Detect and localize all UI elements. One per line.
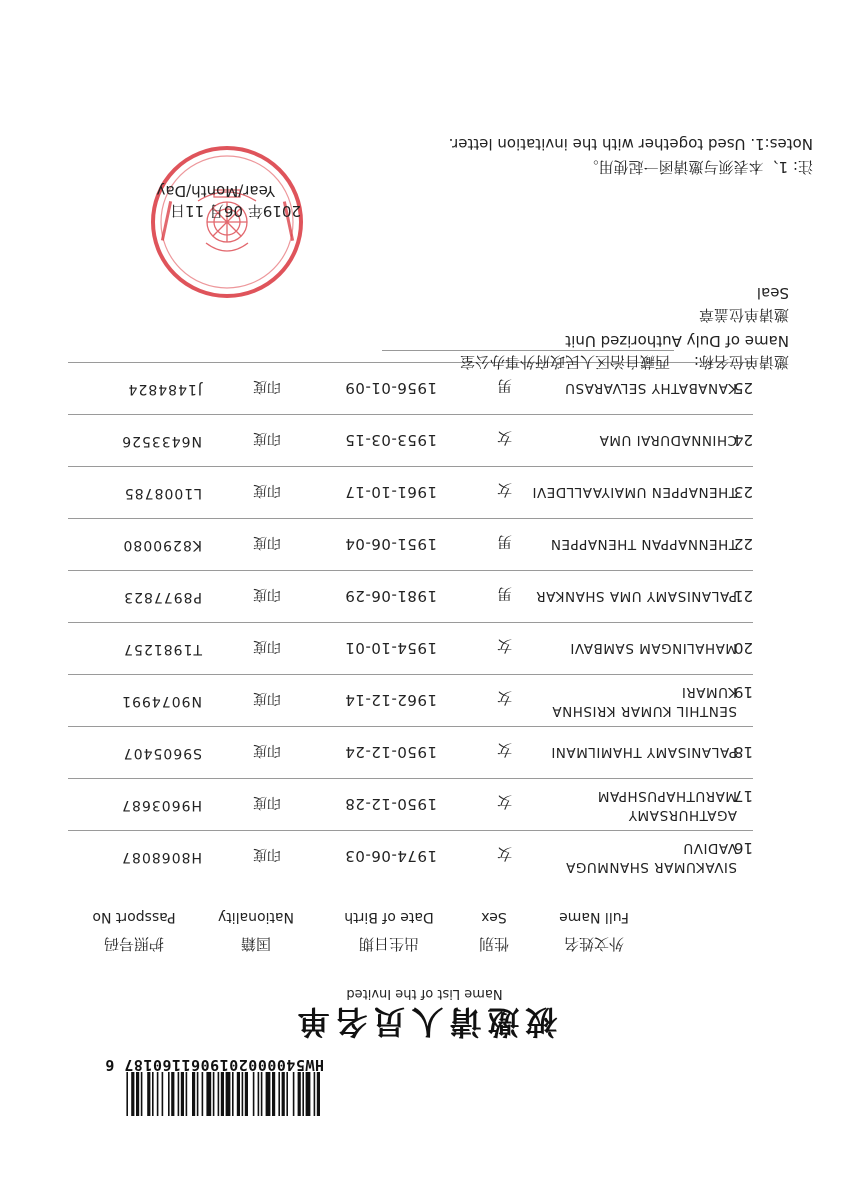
row-nationality: 印度 bbox=[253, 846, 281, 862]
row-number: 18 bbox=[733, 743, 753, 761]
row-date-of-birth: 1950-12-24 bbox=[344, 743, 437, 761]
row-nationality: 印度 bbox=[253, 586, 281, 602]
row-nationality: 印度 bbox=[253, 638, 281, 654]
unit-name-label-cn: 邀请单位名称: bbox=[693, 353, 789, 371]
official-seal-stamp bbox=[148, 143, 306, 301]
row-date-of-birth: 1954-10-01 bbox=[344, 639, 437, 657]
row-number: 17 bbox=[733, 787, 753, 805]
table-row bbox=[0, 673, 849, 727]
row-passport-number: P8977823 bbox=[123, 589, 202, 605]
table-row bbox=[0, 413, 849, 467]
header-nationality-en: Nationality bbox=[218, 909, 295, 925]
row-number: 24 bbox=[733, 431, 753, 449]
signature-date: 2019年 06月 11日 bbox=[170, 202, 301, 220]
note-cn: 注: 1、本表须与邀请函一起使用。 bbox=[583, 158, 813, 176]
signature-date-label: Year/Month/Day bbox=[156, 182, 275, 200]
header-sex-cn: 性别 bbox=[479, 935, 510, 953]
row-passport-number: H9603687 bbox=[121, 797, 202, 813]
row-passport-number: T1981257 bbox=[123, 641, 202, 657]
header-nationality-cn: 国籍 bbox=[241, 935, 272, 953]
row-sex: 男 bbox=[496, 377, 512, 395]
row-date-of-birth: 1962-12-14 bbox=[344, 691, 437, 709]
row-passport-number: K8290080 bbox=[122, 537, 202, 553]
table-row bbox=[0, 621, 849, 675]
row-nationality: 印度 bbox=[253, 794, 281, 810]
row-number: 20 bbox=[733, 639, 753, 657]
row-name-line2: KUMARI bbox=[681, 684, 737, 700]
row-sex: 女 bbox=[496, 845, 512, 863]
row-sex: 女 bbox=[496, 689, 512, 707]
row-number: 25 bbox=[733, 379, 753, 397]
row-sex: 女 bbox=[496, 637, 512, 655]
seal-label-en: Seal bbox=[756, 284, 789, 302]
row-date-of-birth: 1961-10-17 bbox=[344, 483, 437, 501]
row-name-line1: THENNAPPAN THENAPPEN bbox=[550, 536, 737, 552]
table-row bbox=[0, 829, 849, 883]
row-nationality: 印度 bbox=[253, 534, 281, 550]
row-number: 23 bbox=[733, 483, 753, 501]
row-date-of-birth: 1951-06-04 bbox=[344, 535, 437, 553]
note-en: Notes:1. Used together with the invitation letter. bbox=[448, 135, 813, 153]
barcode-number: HW5400002019061160187 6 bbox=[104, 1056, 324, 1074]
row-name-line1: PALANISAMY THAMILMANI bbox=[550, 744, 737, 760]
row-number: 19 bbox=[733, 683, 753, 701]
document-title: 被邀请人员名单 bbox=[291, 1003, 558, 1041]
row-sex: 女 bbox=[496, 429, 512, 447]
row-name-line1: AGATHURSAMY bbox=[628, 807, 737, 823]
row-nationality: 印度 bbox=[253, 430, 281, 446]
row-number: 22 bbox=[733, 535, 753, 553]
row-name-line2: VADIVU bbox=[682, 840, 737, 856]
header-name-en: Full Name bbox=[559, 909, 629, 925]
row-sex: 男 bbox=[496, 533, 512, 551]
unit-name-value: 西藏自治区人民政府外事办公室 bbox=[459, 353, 670, 371]
row-name-line2: MARUTHAPUSHPAM bbox=[597, 788, 737, 804]
row-passport-number: L1008785 bbox=[123, 485, 202, 501]
header-passport-cn: 护照号码 bbox=[104, 935, 165, 953]
row-name-line1: SENTHIL KUMAR KRISHNA bbox=[551, 703, 737, 719]
row-sex: 女 bbox=[496, 481, 512, 499]
table-row bbox=[0, 725, 849, 779]
row-date-of-birth: 1953-03-15 bbox=[344, 431, 437, 449]
table-row bbox=[0, 465, 849, 519]
header-dob-cn: 出生日期 bbox=[359, 935, 420, 953]
row-number: 16 bbox=[733, 839, 753, 857]
row-date-of-birth: 1981-06-29 bbox=[344, 587, 437, 605]
row-passport-number: H8068087 bbox=[121, 849, 202, 865]
row-passport-number: J1484824 bbox=[127, 381, 202, 397]
row-sex: 男 bbox=[496, 585, 512, 603]
barcode-image bbox=[68, 1072, 320, 1116]
row-sex: 女 bbox=[496, 741, 512, 759]
row-name-line1: SIVAKUMAR SHANMUGA bbox=[565, 859, 737, 875]
row-date-of-birth: 1950-12-28 bbox=[344, 795, 437, 813]
row-name-line1: MAHALINGAM SAMBAVI bbox=[569, 640, 737, 656]
row-passport-number: N9074991 bbox=[121, 693, 202, 709]
row-name-line1: PALANISAMY UMA SHANKAR bbox=[535, 588, 737, 604]
unit-name-underline bbox=[382, 350, 674, 351]
row-name-line1: CHINNADURAI UMA bbox=[599, 432, 737, 448]
row-name-line1: THENAPPEN UMAIYAALLDEVI bbox=[532, 484, 737, 500]
row-number: 21 bbox=[733, 587, 753, 605]
seal-label-cn: 邀请单位盖章 bbox=[698, 306, 789, 324]
document-subtitle: Name List of the Invited bbox=[346, 986, 503, 1001]
row-nationality: 印度 bbox=[253, 690, 281, 706]
unit-name-label-en: Name of Duly Authorized Unit bbox=[565, 332, 789, 350]
table-row bbox=[0, 569, 849, 623]
table-row bbox=[0, 777, 849, 831]
row-nationality: 印度 bbox=[253, 742, 281, 758]
header-sex-en: Sex bbox=[481, 909, 507, 925]
row-name-line1: KANABATHY SELVARASU bbox=[564, 380, 737, 396]
row-sex: 女 bbox=[496, 793, 512, 811]
row-passport-number: N6433526 bbox=[121, 433, 202, 449]
row-nationality: 印度 bbox=[253, 482, 281, 498]
header-dob-en: Date of Birth bbox=[344, 909, 434, 925]
row-date-of-birth: 1974-06-03 bbox=[344, 847, 437, 865]
row-date-of-birth: 1956-01-09 bbox=[344, 379, 437, 397]
row-nationality: 印度 bbox=[253, 378, 281, 394]
table-row bbox=[0, 517, 849, 571]
row-passport-number: S9605407 bbox=[122, 745, 202, 761]
header-passport-en: Passport No bbox=[92, 909, 176, 925]
header-name-cn: 外文姓名 bbox=[564, 935, 625, 953]
